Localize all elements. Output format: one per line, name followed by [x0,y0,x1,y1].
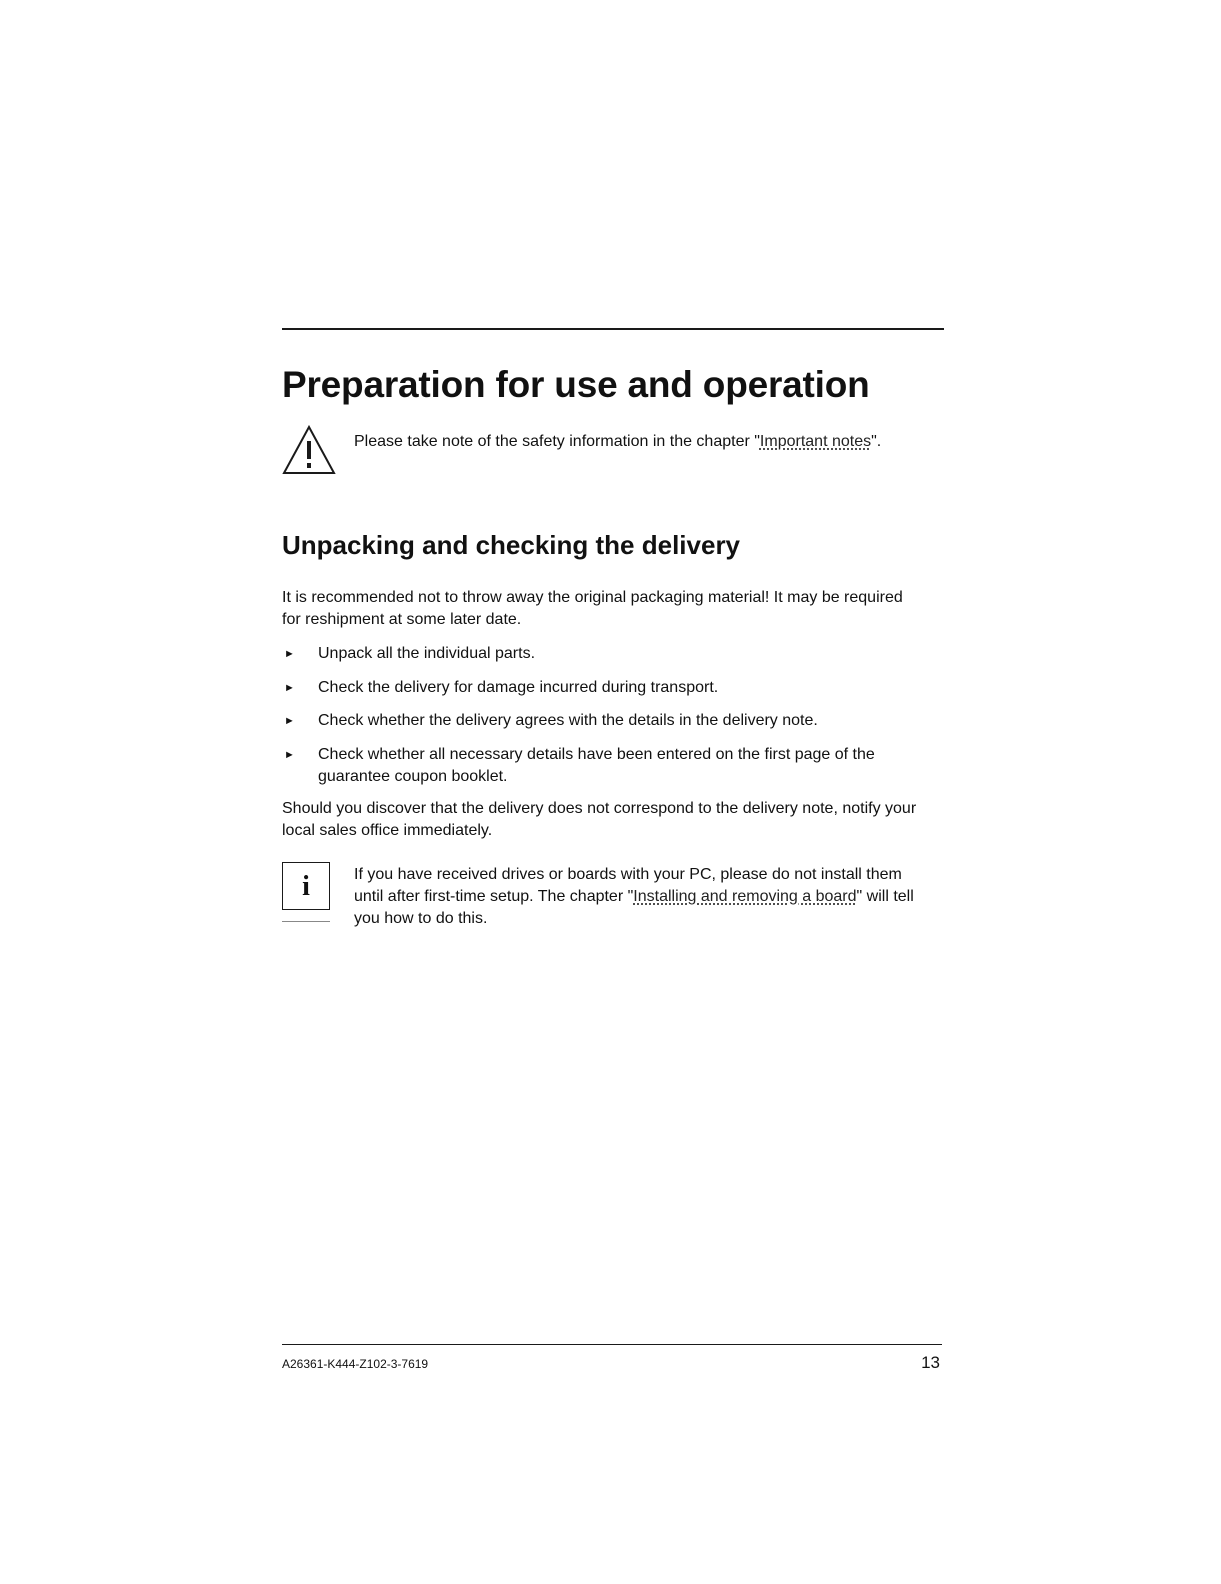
page-number: 13 [921,1353,940,1372]
list-item-text: Check whether all necessary details have been entered on the first page of the guarantee coupon booklet. [318,745,875,785]
triangle-right-icon: ► [284,648,295,660]
page-title: Preparation for use and operation [282,364,870,405]
intro-paragraph: It is recommended not to throw away the original packaging material! It may be required for reshipment at some later date. [282,589,903,628]
safety-note [354,431,914,453]
footer-rule [282,1344,942,1345]
triangle-right-icon: ► [284,681,295,694]
list-item [282,643,932,665]
list-item [282,744,932,788]
info-note-text-end: " will tell you how to do this. [354,888,914,927]
triangle-right-icon: ► [284,748,295,761]
list-item [282,677,932,699]
info-note-text: If you have received drives or boards with your PC, please do not install them until after first-time setup. The chapter " [354,866,902,905]
info-icon [282,862,330,910]
steps-list [282,643,932,799]
section-heading: Unpacking and checking the delivery [282,530,741,560]
list-item-text: Check the delivery for damage incurred during transport. [318,678,719,696]
info-note [354,864,934,930]
info-icon-underline [282,921,330,922]
info-icon-letter: i [302,871,310,902]
list-item-text: Unpack all the individual parts. [318,645,536,662]
safety-note-text-end: ". [871,433,882,450]
warning-triangle-icon [282,425,336,475]
list-item-text: Check whether the delivery agrees with the details in the delivery note. [318,712,818,729]
triangle-right-icon: ► [284,715,295,727]
installing-board-link[interactable]: Installing and removing a board [633,888,857,905]
closing-paragraph: Should you discover that the delivery does not correspond to the delivery note, notify your local sales office immediately. [282,800,917,839]
list-item [282,710,932,732]
important-notes-link[interactable]: Important notes [759,433,872,450]
top-rule [282,328,944,330]
document-number: A26361-K444-Z102-3-7619 [282,1357,429,1371]
safety-note-text: Please take note of the safety information in the chapter " [354,433,760,450]
